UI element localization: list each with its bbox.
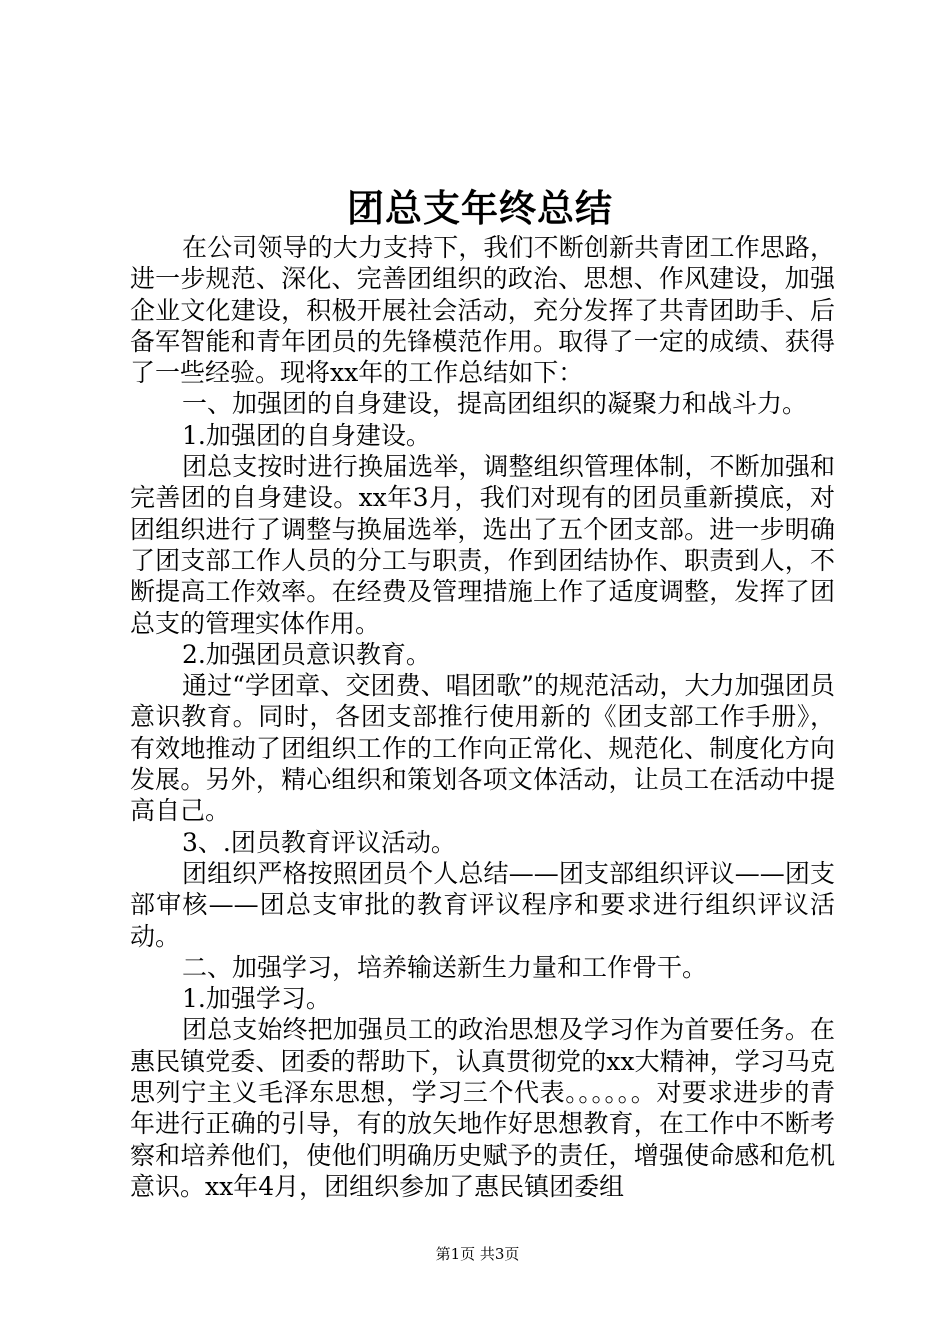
subsection-heading-2-1: 1.加强学习。 (182, 984, 331, 1014)
subsection-heading-1-1: 1.加强团的自身建设。 (182, 420, 431, 450)
paragraph-1-2: 通过“学团章、交团费、唱团歌”的规范活动，大力加强团员意识教育。同时，各团支部推行使用新的《团支部工作手册》，有效地推动了团组织工作的工作向正常化、规范化、制度化方向发展。另外，精心组织和策划各项文体活动，让员工在活动中提高自己。 (130, 671, 835, 826)
section-heading-1: 一、加强团的自身建设，提高团组织的凝聚力和战斗力。 (182, 389, 808, 419)
subsection-heading-1-3: 3、.团员教育评议活动。 (182, 827, 456, 857)
page-footer: 第1页 共3页 (435, 1245, 520, 1263)
document-body (130, 232, 835, 1202)
subsection-heading-1-2: 2.加强团员意识教育。 (182, 639, 431, 669)
page-title: 团总支年终总结 (347, 186, 613, 230)
section-heading-2: 二、加强学习，培养输送新生力量和工作骨干。 (182, 952, 708, 982)
paragraph-1-3: 团组织严格按照团员个人总结——团支部组织评议——团支部审核——团总支审批的教育评议程序和要求进行组织评议活动。 (130, 858, 835, 951)
paragraph-2-1: 团总支始终把加强员工的政治思想及学习作为首要任务。在惠民镇党委、团委的帮助下，认真贯彻党的xx大精神，学习马克思列宁主义毛泽东思想，学习三个代表。。。。。。对要求进步的青年进行正确的引导，有的放矢地作好思想教育，在工作中不断考察和培养他们，使他们明确历史赋予的责任，增强使命感和危机意识。xx年4月，团组织参加了惠民镇团委组 (130, 1015, 835, 1201)
paragraph-intro: 在公司领导的大力支持下，我们不断创新共青团工作思路，进一步规范、深化、完善团组织的政治、思想、作风建设，加强企业文化建设，积极开展社会活动，充分发挥了共青团助手、后备军智能和青年团员的先锋模范作用。取得了一定的成绩、获得了一些经验。现将xx年的工作总结如下： (130, 233, 835, 388)
paragraph-1-1: 团总支按时进行换届选举，调整组织管理体制，不断加强和完善团的自身建设。xx年3月，我们对现有的团员重新摸底，对团组织进行了调整与换届选举，选出了五个团支部。进一步明确了团支部工作人员的分工与职责，作到团结协作、职责到人，不断提高工作效率。在经费及管理措施上作了适度调整，发挥了团总支的管理实体作用。 (130, 452, 835, 638)
